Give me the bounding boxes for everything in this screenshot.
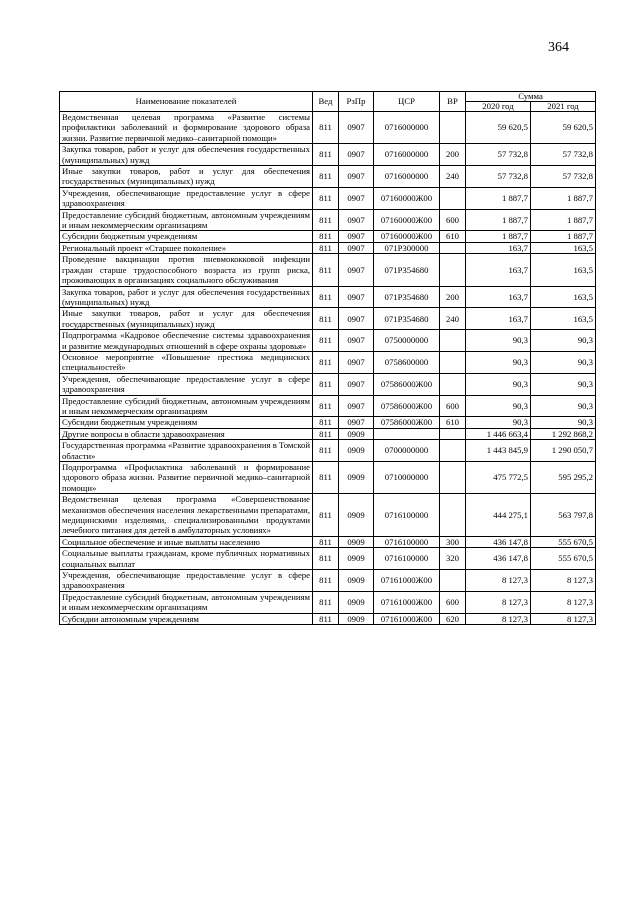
cell-csr: 0700000000: [374, 440, 440, 462]
cell-sum-2021: 8 127,3: [531, 591, 596, 613]
cell-sum-2020: 436 147,8: [466, 548, 531, 570]
table-row: [60, 548, 596, 570]
cell-sum-2020: 163,7: [466, 308, 531, 330]
cell-rzpr: 0909: [339, 462, 374, 494]
cell-sum-2020: 90,3: [466, 330, 531, 352]
cell-ved: 811: [313, 373, 339, 395]
cell-rzpr: 0907: [339, 112, 374, 144]
cell-rzpr: 0907: [339, 417, 374, 428]
header-name: Наименование показателей: [60, 92, 313, 112]
cell-rzpr: 0907: [339, 308, 374, 330]
cell-ved: 811: [313, 395, 339, 417]
cell-rzpr: 0907: [339, 166, 374, 188]
table-row: [60, 462, 596, 494]
cell-csr: 07161000Ж00: [374, 570, 440, 592]
table-row: [60, 570, 596, 592]
cell-rzpr: 0907: [339, 330, 374, 352]
cell-rzpr: 0909: [339, 494, 374, 537]
cell-sum-2020: 1 887,7: [466, 231, 531, 242]
cell-ved: 811: [313, 548, 339, 570]
cell-sum-2021: 163,5: [531, 254, 596, 286]
table-row: [60, 494, 596, 537]
page-number: 364: [548, 40, 569, 55]
cell-sum-2020: 59 620,5: [466, 112, 531, 144]
cell-rzpr: 0907: [339, 395, 374, 417]
cell-ved: 811: [313, 351, 339, 373]
cell-sum-2020: 57 732,8: [466, 166, 531, 188]
cell-vr: [440, 494, 466, 537]
header-rzpr: РзПр: [339, 92, 374, 112]
cell-vr: [440, 242, 466, 253]
cell-csr: 07586000Ж00: [374, 417, 440, 428]
cell-name: Учреждения, обеспечивающие предоставление услуг в сфере здравоохранения: [60, 187, 313, 209]
cell-rzpr: 0907: [339, 187, 374, 209]
table-row: [60, 144, 596, 166]
table-row: [60, 373, 596, 395]
cell-sum-2020: 163,7: [466, 254, 531, 286]
cell-csr: 0716000000: [374, 112, 440, 144]
cell-rzpr: 0907: [339, 231, 374, 242]
cell-csr: 07160000Ж00: [374, 187, 440, 209]
table-row: [60, 395, 596, 417]
cell-name: Другие вопросы в области здравоохранения: [60, 428, 313, 439]
cell-rzpr: 0907: [339, 144, 374, 166]
cell-rzpr: 0907: [339, 242, 374, 253]
header-year-2020: 2020 год: [466, 102, 531, 112]
cell-sum-2020: 1 887,7: [466, 209, 531, 231]
cell-sum-2020: 8 127,3: [466, 591, 531, 613]
cell-name: Ведомственная целевая программа «Развитие системы профилактики заболеваний и формирование здорового образа жизни. Развитие первичной медико–санитарной помощи»: [60, 112, 313, 144]
cell-name: Ведомственная целевая программа «Совершенствование механизмов обеспечения населения лекарственными препаратами, медицинскими изделиями, специализированными продуктами лечебного питания для детей в амбулаторных условиях»: [60, 494, 313, 537]
cell-name: Предоставление субсидий бюджетным, автономным учреждениям и иным некоммерческим организациям: [60, 395, 313, 417]
cell-name: Учреждения, обеспечивающие предоставление услуг в сфере здравоохранения: [60, 570, 313, 592]
cell-sum-2020: 8 127,3: [466, 570, 531, 592]
cell-vr: 620: [440, 613, 466, 624]
cell-ved: 811: [313, 591, 339, 613]
cell-ved: 811: [313, 166, 339, 188]
cell-name: Государственная программа «Развитие здравоохранения в Томской области»: [60, 440, 313, 462]
cell-sum-2020: 1 887,7: [466, 187, 531, 209]
cell-sum-2020: 90,3: [466, 417, 531, 428]
cell-ved: 811: [313, 330, 339, 352]
cell-sum-2021: 1 887,7: [531, 187, 596, 209]
cell-rzpr: 0907: [339, 209, 374, 231]
cell-csr: [374, 428, 440, 439]
cell-ved: 811: [313, 417, 339, 428]
table-row: [60, 330, 596, 352]
cell-name: Подпрограмма «Кадровое обеспечение системы здравоохранения и развитие международных отношений в сфере охраны здоровья»: [60, 330, 313, 352]
cell-ved: 811: [313, 494, 339, 537]
cell-ved: 811: [313, 231, 339, 242]
cell-vr: [440, 112, 466, 144]
cell-ved: 811: [313, 613, 339, 624]
cell-vr: [440, 428, 466, 439]
table-row: [60, 428, 596, 439]
cell-csr: 0716000000: [374, 144, 440, 166]
cell-name: Субсидии бюджетным учреждениям: [60, 231, 313, 242]
cell-sum-2020: 163,7: [466, 242, 531, 253]
cell-sum-2021: 1 887,7: [531, 231, 596, 242]
cell-vr: 300: [440, 536, 466, 547]
cell-ved: 811: [313, 112, 339, 144]
cell-vr: [440, 351, 466, 373]
cell-sum-2021: 163,5: [531, 242, 596, 253]
cell-vr: 240: [440, 166, 466, 188]
cell-sum-2020: 8 127,3: [466, 613, 531, 624]
cell-csr: 071P354680: [374, 308, 440, 330]
cell-name: Региональный проект «Старшее поколение»: [60, 242, 313, 253]
cell-sum-2021: 8 127,3: [531, 570, 596, 592]
cell-csr: 0716100000: [374, 494, 440, 537]
cell-ved: 811: [313, 428, 339, 439]
cell-csr: 071P354680: [374, 286, 440, 308]
cell-vr: 600: [440, 209, 466, 231]
cell-sum-2020: 90,3: [466, 395, 531, 417]
cell-name: Предоставление субсидий бюджетным, автономным учреждениям и иным некоммерческим организациям: [60, 209, 313, 231]
cell-sum-2021: 1 887,7: [531, 209, 596, 231]
cell-rzpr: 0909: [339, 440, 374, 462]
cell-sum-2021: 1 292 868,2: [531, 428, 596, 439]
cell-csr: 07161000Ж00: [374, 613, 440, 624]
cell-rzpr: 0907: [339, 286, 374, 308]
cell-name: Социальное обеспечение и иные выплаты населению: [60, 536, 313, 547]
cell-vr: [440, 440, 466, 462]
cell-name: Субсидии бюджетным учреждениям: [60, 417, 313, 428]
cell-csr: 07160000Ж00: [374, 231, 440, 242]
cell-csr: 07586000Ж00: [374, 395, 440, 417]
cell-rzpr: 0907: [339, 351, 374, 373]
cell-vr: 200: [440, 286, 466, 308]
cell-sum-2021: 595 295,2: [531, 462, 596, 494]
cell-ved: 811: [313, 308, 339, 330]
cell-sum-2021: 90,3: [531, 417, 596, 428]
cell-name: Социальные выплаты гражданам, кроме публичных нормативных социальных выплат: [60, 548, 313, 570]
cell-vr: [440, 330, 466, 352]
cell-sum-2021: 90,3: [531, 395, 596, 417]
cell-ved: 811: [313, 187, 339, 209]
cell-vr: 610: [440, 417, 466, 428]
cell-ved: 811: [313, 440, 339, 462]
table-row: [60, 209, 596, 231]
cell-sum-2020: 57 732,8: [466, 144, 531, 166]
table-row: [60, 286, 596, 308]
table-row: [60, 254, 596, 286]
table-row: [60, 308, 596, 330]
cell-csr: 0716100000: [374, 536, 440, 547]
cell-sum-2020: 90,3: [466, 351, 531, 373]
header-year-2021: 2021 год: [531, 102, 596, 112]
cell-vr: 200: [440, 144, 466, 166]
cell-vr: [440, 254, 466, 286]
cell-vr: [440, 187, 466, 209]
cell-rzpr: 0909: [339, 428, 374, 439]
table-row: [60, 440, 596, 462]
table-row: [60, 591, 596, 613]
cell-sum-2021: 163,5: [531, 286, 596, 308]
cell-name: Субсидии автономным учреждениям: [60, 613, 313, 624]
cell-csr: 071P354680: [374, 254, 440, 286]
cell-name: Иные закупки товаров, работ и услуг для обеспечения государственных (муниципальных) нужд: [60, 308, 313, 330]
cell-vr: 600: [440, 591, 466, 613]
header-sum: Сумма: [466, 92, 596, 102]
table-row: [60, 242, 596, 253]
cell-sum-2021: 57 732,8: [531, 166, 596, 188]
cell-name: Закупка товаров, работ и услуг для обеспечения государственных (муниципальных) нужд: [60, 144, 313, 166]
cell-name: Учреждения, обеспечивающие предоставление услуг в сфере здравоохранения: [60, 373, 313, 395]
table-row: [60, 536, 596, 547]
table-row: [60, 417, 596, 428]
cell-sum-2020: 1 443 845,9: [466, 440, 531, 462]
cell-ved: 811: [313, 286, 339, 308]
budget-table: [59, 91, 596, 625]
cell-csr: 0750000000: [374, 330, 440, 352]
cell-sum-2021: 90,3: [531, 330, 596, 352]
cell-sum-2020: 163,7: [466, 286, 531, 308]
cell-sum-2021: 163,5: [531, 308, 596, 330]
cell-vr: 600: [440, 395, 466, 417]
cell-csr: 0716100000: [374, 548, 440, 570]
cell-sum-2020: 444 275,1: [466, 494, 531, 537]
cell-name: Закупка товаров, работ и услуг для обеспечения государственных (муниципальных) нужд: [60, 286, 313, 308]
cell-csr: 0716000000: [374, 166, 440, 188]
cell-sum-2021: 90,3: [531, 373, 596, 395]
cell-rzpr: 0909: [339, 591, 374, 613]
cell-rzpr: 0907: [339, 254, 374, 286]
cell-sum-2021: 555 670,5: [531, 548, 596, 570]
cell-sum-2021: 59 620,5: [531, 112, 596, 144]
table-row: [60, 166, 596, 188]
cell-ved: 811: [313, 570, 339, 592]
cell-name: Основное мероприятие «Повышение престижа медицинских специальностей»: [60, 351, 313, 373]
cell-csr: 0710000000: [374, 462, 440, 494]
cell-sum-2021: 57 732,8: [531, 144, 596, 166]
cell-csr: 07161000Ж00: [374, 591, 440, 613]
cell-csr: 07160000Ж00: [374, 209, 440, 231]
cell-rzpr: 0907: [339, 373, 374, 395]
table-row: [60, 187, 596, 209]
cell-sum-2021: 563 797,8: [531, 494, 596, 537]
header-ved: Вед: [313, 92, 339, 112]
cell-csr: 0758600000: [374, 351, 440, 373]
cell-rzpr: 0909: [339, 536, 374, 547]
cell-ved: 811: [313, 462, 339, 494]
cell-sum-2020: 90,3: [466, 373, 531, 395]
cell-vr: 240: [440, 308, 466, 330]
cell-sum-2021: 555 670,5: [531, 536, 596, 547]
cell-name: Предоставление субсидий бюджетным, автономным учреждениям и иным некоммерческим организациям: [60, 591, 313, 613]
header-csr: ЦСР: [374, 92, 440, 112]
cell-sum-2020: 1 446 663,4: [466, 428, 531, 439]
cell-sum-2021: 90,3: [531, 351, 596, 373]
cell-rzpr: 0909: [339, 548, 374, 570]
cell-csr: 07586000Ж00: [374, 373, 440, 395]
cell-rzpr: 0909: [339, 570, 374, 592]
cell-sum-2021: 1 290 050,7: [531, 440, 596, 462]
cell-vr: 320: [440, 548, 466, 570]
cell-vr: [440, 570, 466, 592]
cell-vr: 610: [440, 231, 466, 242]
cell-rzpr: 0909: [339, 613, 374, 624]
cell-ved: 811: [313, 242, 339, 253]
cell-ved: 811: [313, 254, 339, 286]
cell-ved: 811: [313, 536, 339, 547]
table-row: [60, 613, 596, 624]
table-row: [60, 351, 596, 373]
cell-name: Иные закупки товаров, работ и услуг для обеспечения государственных (муниципальных) нужд: [60, 166, 313, 188]
table-row: [60, 112, 596, 144]
table-body: [60, 112, 596, 625]
cell-sum-2020: 475 772,5: [466, 462, 531, 494]
cell-name: Проведение вакцинации против пневмококковой инфекции граждан старше трудоспособного возраста из групп риска, проживающих в организациях социального обслуживания: [60, 254, 313, 286]
cell-sum-2021: 8 127,3: [531, 613, 596, 624]
table-row: [60, 231, 596, 242]
cell-csr: 071P300000: [374, 242, 440, 253]
cell-name: Подпрограмма «Профилактика заболеваний и формирование здорового образа жизни. Развитие первичной медико–санитарной помощи»: [60, 462, 313, 494]
cell-sum-2020: 436 147,8: [466, 536, 531, 547]
cell-ved: 811: [313, 209, 339, 231]
cell-ved: 811: [313, 144, 339, 166]
header-vr: ВР: [440, 92, 466, 112]
cell-vr: [440, 462, 466, 494]
cell-vr: [440, 373, 466, 395]
